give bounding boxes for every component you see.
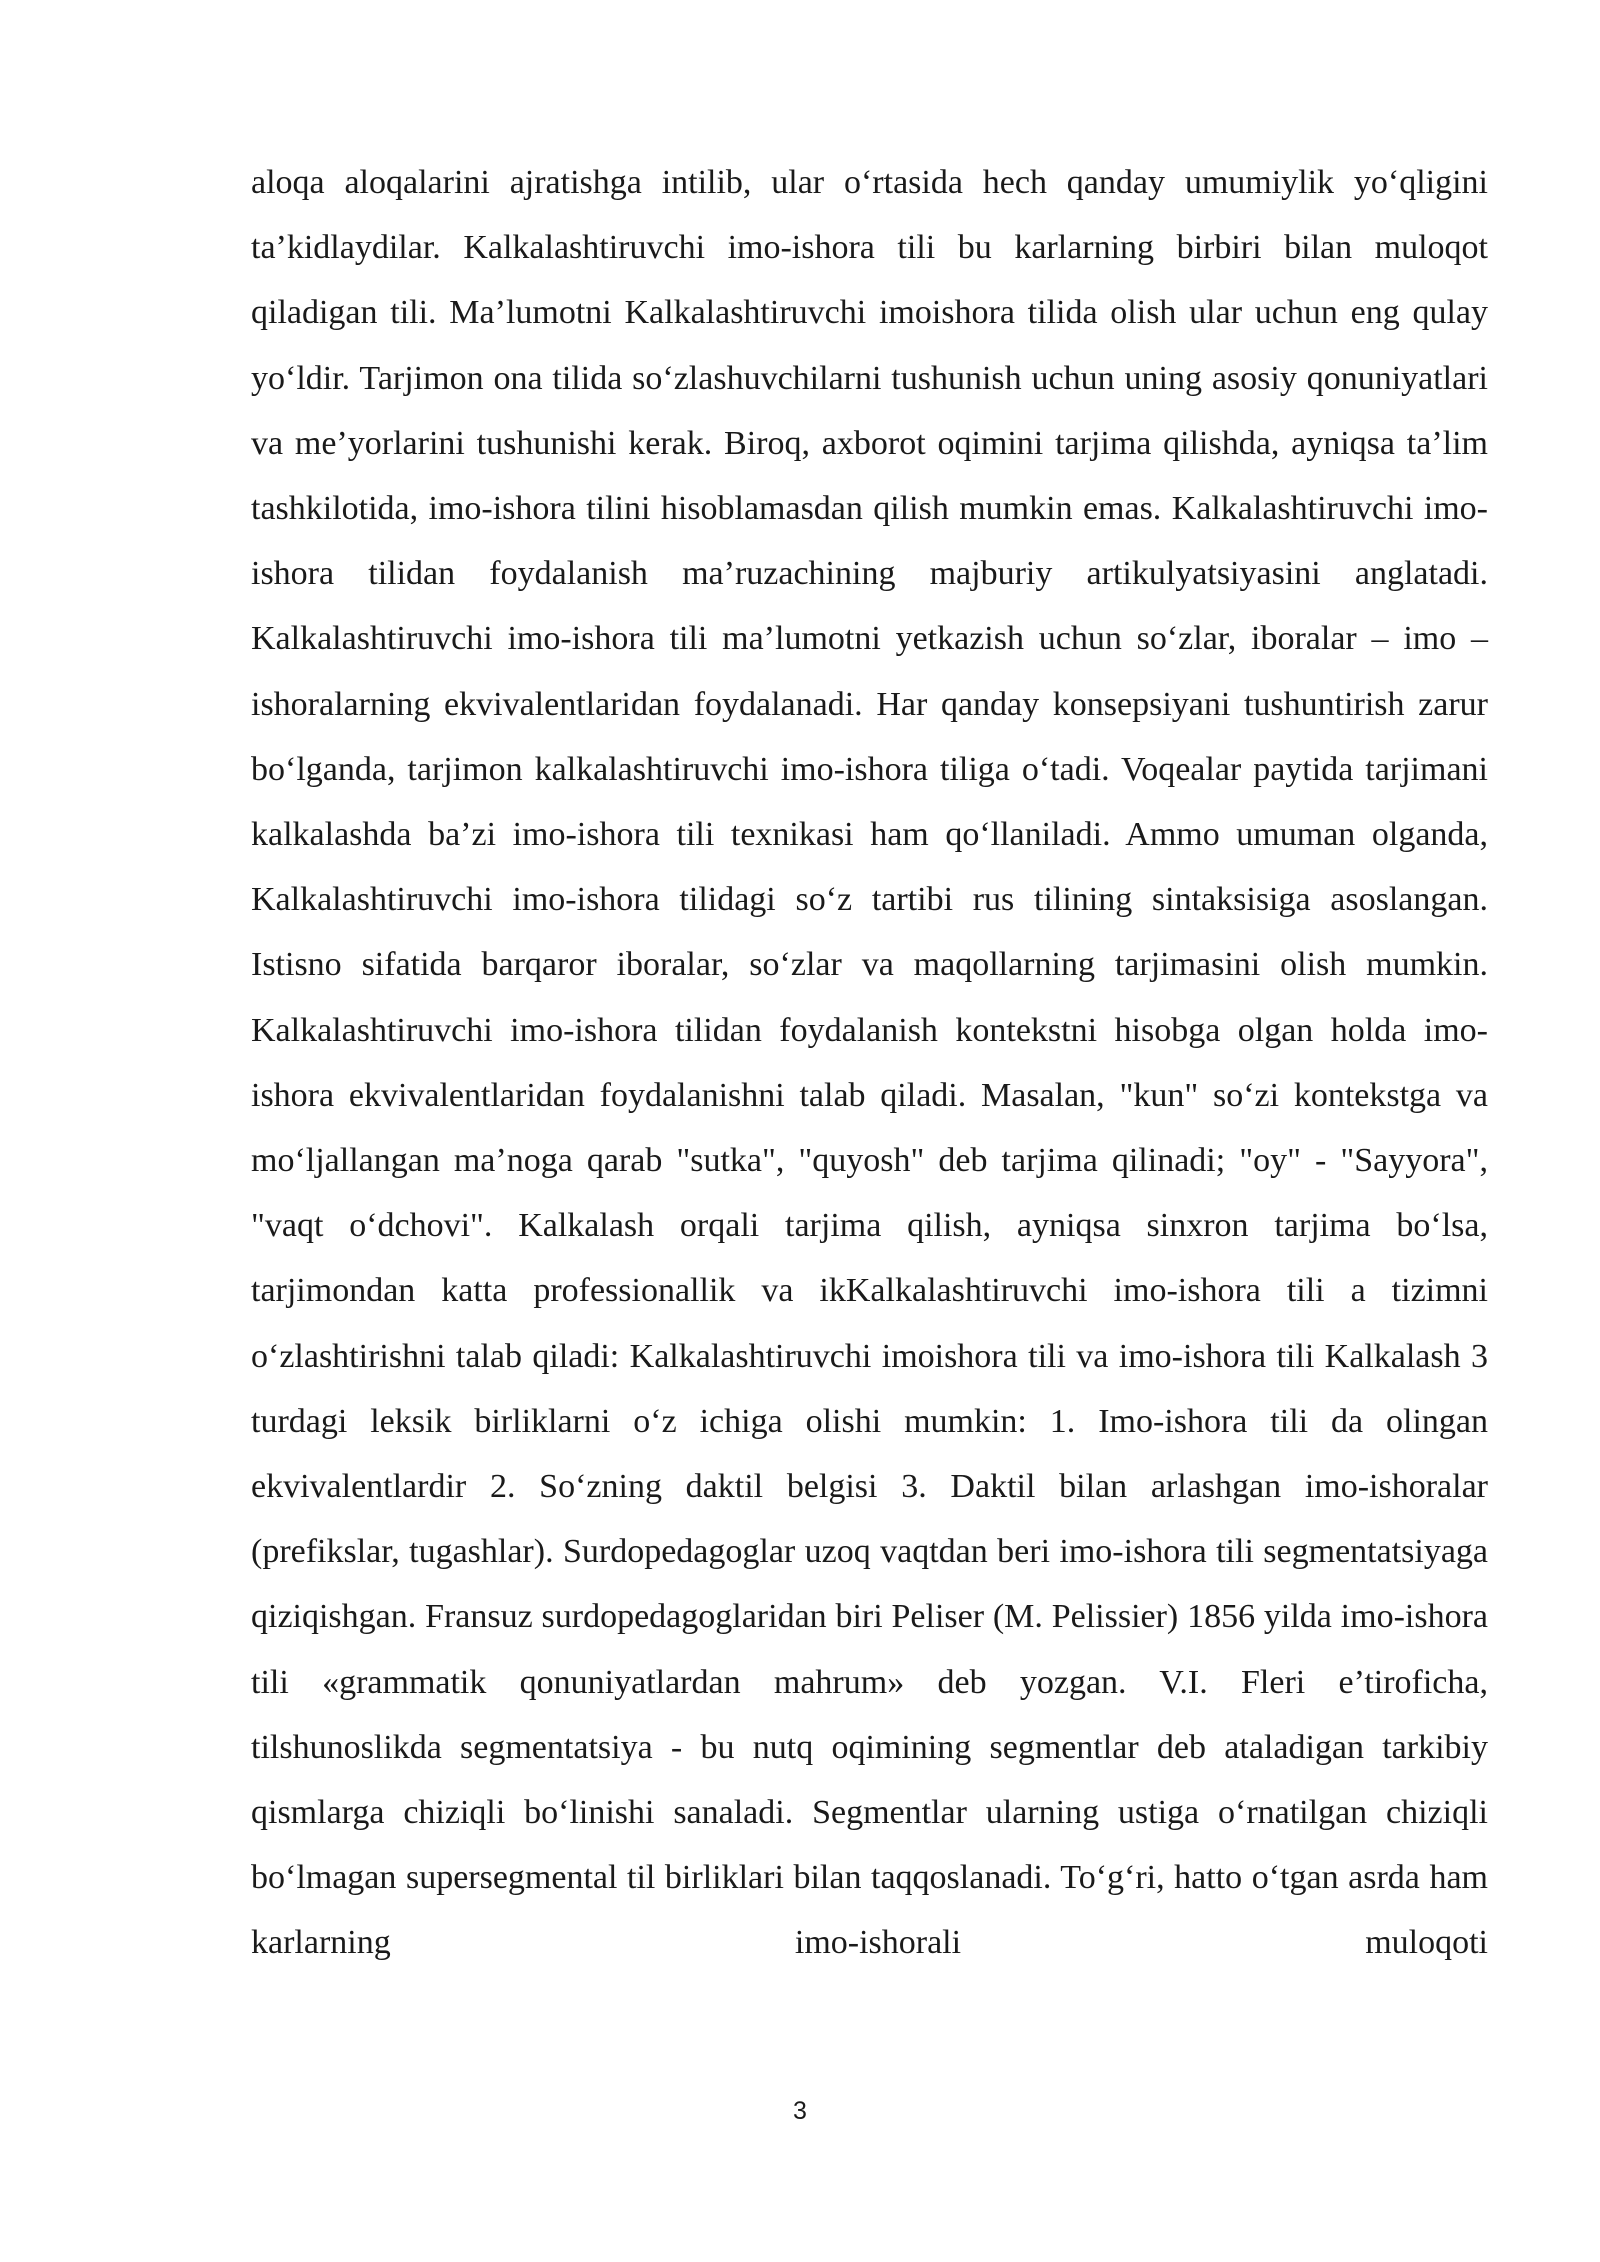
body-paragraph: aloqa aloqalarini ajratishga intilib, ular o‘rtasida hech qanday umumiylik yo‘qligini ta’kidlaydilar. Kalkalashtiruvchi imo-ishora tili bu karlarning birbiri bilan muloqot qiladigan tili. Ma’lumotni Kalkalashtiruvchi imoishora tilida olish ular uchun eng qulay yo‘ldir. Tarjimon ona tilida so‘zlashuvchilarni tushunish uchun uning asosiy qonuniyatlari va me’yorlarini tushunishi kerak. Biroq, axborot oqimini tarjima qilishda, ayniqsa ta’lim tashkilotida, imo-ishora tilini hisoblamasdan qilish mumkin emas. Kalkalashtiruvchi imo-ishora tilidan foydalanish ma’ruzachining majburiy artikulyatsiyasini anglatadi. Kalkalashtiruvchi imo-ishora tili ma’lumotni yetkazish uchun so‘zlar, iboralar – imo – ishoralarning ekvivalentlaridan foydalanadi. Har qanday konsepsiyani tushuntirish zarur bo‘lganda, tarjimon kalkalashtiruvchi imo-ishora tiliga o‘tadi. Voqealar paytida tarjimani kalkalashda ba’zi imo-ishora tili texnikasi ham qo‘llaniladi. Ammo umuman olganda, Kalkalashtiruvchi imo-ishora tilidagi so‘z tartibi rus tilining sintaksisiga asoslangan. Istisno sifatida barqaror iboralar, so‘zlar va maqollarning tarjimasini olish mumkin. Kalkalashtiruvchi imo-ishora tilidan foydalanish kontekstni hisobga olgan holda imo-ishora ekvivalentlaridan foydalanishni talab qiladi. Masalan, "kun" so‘zi kontekstga va mo‘ljallangan ma’noga qarab "sutka", "quyosh" deb tarjima qilinadi; "oy" - "Sayyora", "vaqt o‘dchovi". Kalkalash orqali tarjima qilish, ayniqsa sinxron tarjima bo‘lsa, tarjimondan katta professionallik va ikKalkalashtiruvchi imo-ishora tili a tizimni o‘zlashtirishni talab qiladi: Kalkalashtiruvchi imoishora tili va imo-ishora tili Kalkalash 3 turdagi leksik birliklarni o‘z ichiga olishi mumkin: 1. Imo-ishora tili da olingan ekvivalentlardir 2. So‘zning daktil belgisi 3. Daktil bilan arlashgan imo-ishoralar (prefikslar, tugashlar). Surdopedagoglar uzoq vaqtdan beri imo-ishora tili segmentatsiyaga qiziqishgan. Fransuz surdopedagoglaridan biri Peliser (M. Pelissier) 1856 yilda imo-ishora tili «grammatik qonuniyatlardan mahrum» deb yozgan. V.I. Fleri e’tiroficha, tilshunoslikda segmentatsiya - bu nutq oqimining segmentlar deb ataladigan tarkibiy qismlarga chiziqli bo‘linishi sanaladi. Segmentlar ularning ustiga o‘rnatilgan chiziqli bo‘lmagan supersegmental til birliklari bilan taqqoslanadi. To‘g‘ri, hatto o‘tgan asrda ham karlarning imo-ishorali muloqoti	[251, 164, 1488, 1962]
page-number: 3	[793, 2097, 807, 2125]
